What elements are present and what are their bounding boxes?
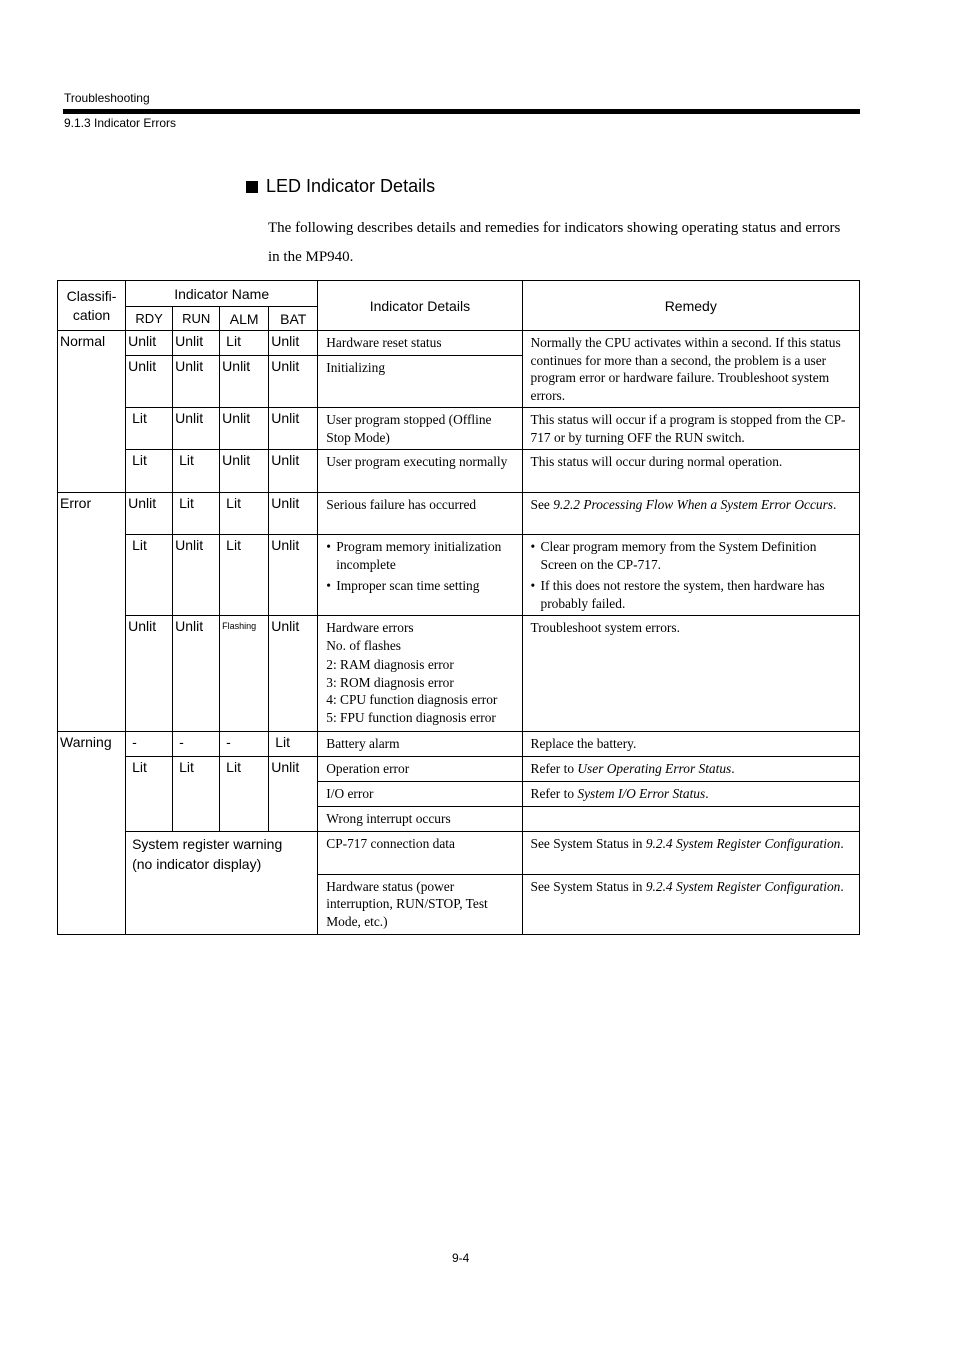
list-item: 4: CPU function diagnosis error: [326, 692, 498, 707]
cell-alm: Unlit: [220, 356, 269, 408]
cell-remedy: [522, 831, 859, 874]
details-subtitle: No. of flashes: [326, 637, 402, 653]
cell-run: Unlit: [173, 616, 220, 732]
cross-reference-link[interactable]: 9.2.4 System Register Configuration: [645, 878, 841, 894]
header-run: RUN: [173, 307, 220, 331]
cross-reference-link[interactable]: 9.2.2 Processing Flow When a System Error Occurs: [553, 497, 834, 512]
remedy-suffix: .: [833, 497, 837, 512]
list-item: • Improper scan time setting: [322, 577, 517, 595]
cell-alm: Unlit: [220, 450, 269, 493]
cell-details: Hardware reset status: [318, 331, 522, 356]
running-header-chapter: Troubleshooting: [64, 91, 150, 105]
cell-rdy: Unlit: [126, 356, 173, 408]
list-item: • Clear program memory from the System Definition Screen on the CP-717.: [527, 538, 855, 573]
cell-alm: Lit: [220, 493, 269, 535]
cell-bat: Lit: [269, 732, 318, 757]
system-register-warning: System register warning (no indicator display): [126, 831, 318, 934]
cell-remedy: This status will occur if a program is stopped from the CP-717 or by turning OFF the RUN switch.: [522, 408, 859, 450]
remedy-suffix: .: [731, 761, 735, 776]
cell-remedy: Replace the battery.: [522, 732, 859, 757]
cell-rdy: Lit: [126, 408, 173, 450]
flash-code-list: [326, 656, 517, 726]
section-heading: [246, 176, 435, 197]
header-bat: BAT: [269, 307, 318, 331]
header-alm: ALM: [220, 307, 269, 331]
cell-details: Wrong interrupt occurs: [318, 806, 522, 831]
class-error: Error: [58, 493, 126, 732]
cell-alm: Lit: [220, 535, 269, 616]
cell-alm: Lit: [220, 757, 269, 832]
class-warning: Warning: [58, 732, 126, 935]
cell-bat: Unlit: [269, 331, 318, 356]
header-indicator-name: Indicator Name: [126, 281, 318, 307]
intro-paragraph: The following describes details and remedies for indicators showing operating status and errors in the MP940.: [268, 220, 841, 265]
cell-run: Lit: [173, 757, 220, 832]
cell-remedy: [522, 757, 859, 782]
list-item: • Program memory initialization incomplete: [322, 538, 517, 573]
cell-bat: Unlit: [269, 450, 318, 493]
remedy-bullet-list: [527, 538, 855, 612]
remedy-suffix: .: [705, 785, 709, 801]
cell-run: Unlit: [173, 356, 220, 408]
cell-details: Battery alarm: [318, 732, 522, 757]
cell-remedy: [522, 874, 859, 934]
cell-details: Hardware status (power interruption, RUN/STOP, Test Mode, etc.): [318, 874, 522, 934]
list-item: 5: FPU function diagnosis error: [326, 709, 496, 725]
cell-run: Lit: [173, 450, 220, 493]
header-indicator-details: Indicator Details: [318, 281, 522, 331]
details-bullet-list: [322, 538, 517, 595]
cell-alm: Lit: [220, 331, 269, 356]
cell-alm: -: [220, 732, 269, 757]
cell-run: Lit: [173, 493, 220, 535]
header-rdy: RDY: [126, 307, 173, 331]
cell-remedy: Normally the CPU activates within a second. If this status continues for more than a second, the problem is a user program error or hardware failure. Troubleshoot system errors.: [522, 331, 859, 408]
cell-bat: Unlit: [269, 408, 318, 450]
cell-run: Unlit: [173, 535, 220, 616]
cell-run: -: [173, 732, 220, 757]
cell-remedy: Troubleshoot system errors.: [522, 616, 859, 732]
cell-remedy: [522, 535, 859, 616]
list-item: 2: RAM diagnosis error: [326, 657, 454, 672]
cell-run: Unlit: [173, 408, 220, 450]
remedy-prefix: See System Status in: [530, 878, 646, 894]
cell-bat: Unlit: [269, 493, 318, 535]
list-item: 3: ROM diagnosis error: [326, 674, 454, 690]
remedy-suffix: .: [840, 835, 844, 851]
cell-remedy: This status will occur during normal operation.: [522, 450, 859, 493]
header-rule: [63, 109, 860, 114]
cross-reference-link[interactable]: 9.2.4 System Register Configuration: [645, 835, 841, 851]
details-title: Hardware errors: [326, 620, 414, 635]
remedy-prefix: Refer to: [530, 785, 578, 801]
cell-rdy: Lit: [126, 757, 173, 832]
cell-details: Serious failure has occurred: [318, 493, 522, 535]
cell-remedy: [522, 493, 859, 535]
led-indicator-table: [57, 280, 860, 935]
cell-details: I/O error: [318, 781, 522, 806]
page-number: 9-4: [452, 1251, 470, 1265]
cell-remedy: [522, 806, 859, 831]
cell-details: CP-717 connection data: [318, 831, 522, 874]
cell-bat: Unlit: [269, 356, 318, 408]
square-bullet-icon: [246, 181, 258, 193]
cross-reference-link[interactable]: User Operating Error Status: [577, 761, 732, 776]
cell-details: User program stopped (Offline Stop Mode): [318, 408, 522, 450]
remedy-prefix: Refer to: [530, 761, 578, 776]
class-normal: Normal: [58, 331, 126, 493]
running-header-section: 9.1.3 Indicator Errors: [64, 116, 177, 130]
cell-details: [318, 535, 522, 616]
cell-details: User program executing normally: [318, 450, 522, 493]
cell-details: [318, 616, 522, 732]
remedy-prefix: See System Status in: [530, 835, 646, 851]
cell-details: Initializing: [318, 356, 522, 408]
cell-rdy: Lit: [126, 535, 173, 616]
cell-rdy: -: [126, 732, 173, 757]
cell-bat: Unlit: [269, 535, 318, 616]
cell-rdy: Lit: [126, 450, 173, 493]
remedy-suffix: .: [840, 878, 844, 894]
cell-remedy: [522, 781, 859, 806]
cell-run: Unlit: [173, 331, 220, 356]
section-title: LED Indicator Details: [266, 176, 436, 196]
header-classification: Classifi- cation: [58, 281, 126, 331]
cell-alm: Flashing: [220, 616, 269, 732]
remedy-prefix: See: [530, 497, 554, 512]
cell-details: Operation error: [318, 757, 522, 782]
cell-rdy: Unlit: [126, 331, 173, 356]
cell-alm: Unlit: [220, 408, 269, 450]
list-item: • If this does not restore the system, then hardware has probably failed.: [527, 577, 855, 612]
header-remedy: Remedy: [522, 281, 859, 331]
cell-rdy: Unlit: [126, 616, 173, 732]
cell-bat: Unlit: [269, 616, 318, 732]
cell-rdy: Unlit: [126, 493, 173, 535]
cell-bat: Unlit: [269, 757, 318, 832]
cross-reference-link[interactable]: System I/O Error Status: [577, 785, 706, 801]
